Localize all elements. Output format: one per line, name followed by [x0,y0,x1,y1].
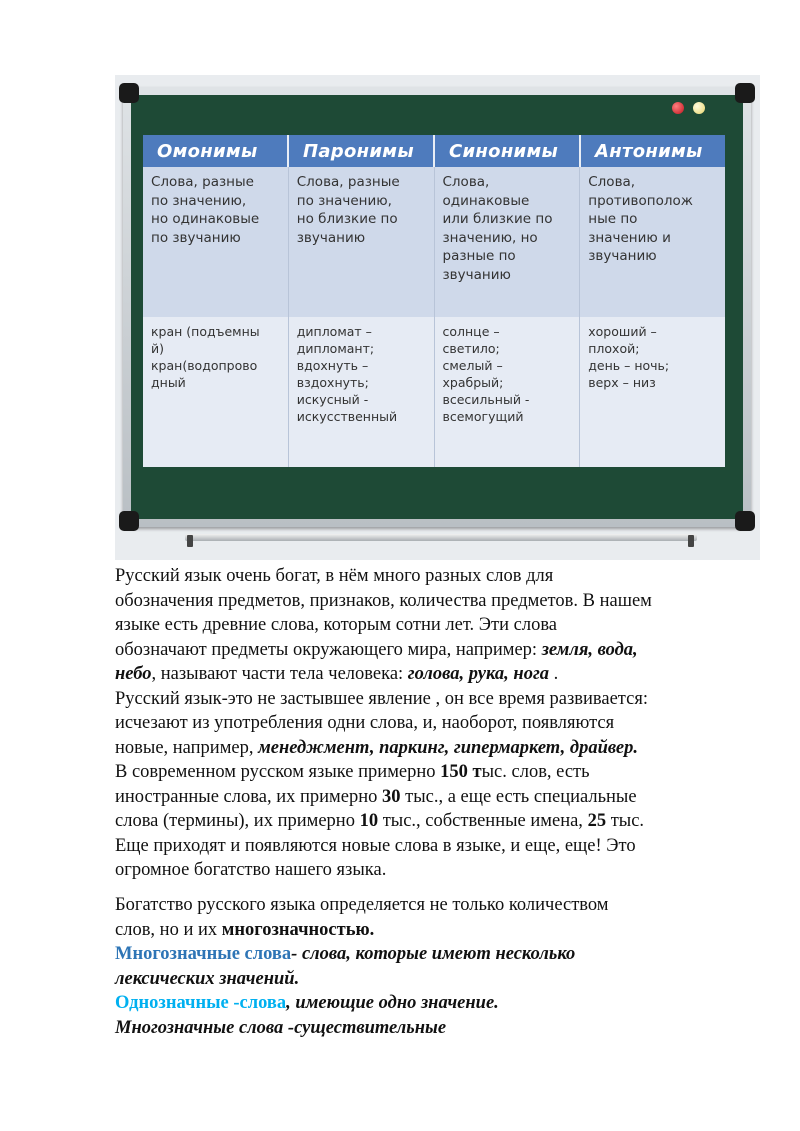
bold-number: 30 [381,786,401,807]
text-line [115,991,755,1016]
header-paronyms: Паронимы [289,135,435,167]
cell-line: смелый – [442,358,503,373]
text-line [115,687,755,712]
text-line [115,613,755,638]
cell-line: по значению, [151,192,247,209]
cell-line: одинаковые [442,192,530,209]
cell-line: Слова, [588,174,636,190]
chalkboard-image [115,75,760,560]
marker-tray [185,534,697,541]
text-run: Русский язык очень богат, в нём много разных слов для [115,566,554,586]
subheading-text: Многозначные слова -существительные [115,1017,447,1038]
intro-paragraph [115,564,755,883]
examples-synonyms [435,317,581,467]
examples-antonyms [580,317,725,467]
bold-number: 25 [587,811,607,831]
text-run: исчезают из употребления одни слова, и, наоборот, появляются [115,713,615,733]
cell-line: Слова, [442,174,490,190]
text-line [115,942,755,967]
cell-line: вдохнуть – [296,358,369,373]
frame-corner [735,83,755,103]
emphasis-text: голова, рука, нога [407,664,550,684]
text-run: обозначают предметы окружающего мира, например: [115,639,542,660]
text-run: языке есть древние слова, которым сотни лет. Эти слова [115,615,558,635]
cell-line: дипломант; [296,341,375,356]
text-run: тыс. [606,811,645,831]
word-types-table [143,135,725,467]
cell-line: противополож [588,192,693,209]
text-line [115,809,755,834]
text-run: обозначения предметов, признаков, количества предметов. В нашем [115,590,652,611]
red-magnet [672,102,684,114]
cell-line: дипломат – [296,324,372,339]
cell-line: всесильный - [442,392,530,407]
cell-line: искусственный [296,409,398,424]
definition-text: лексических значений. [115,968,300,989]
text-line [115,785,755,810]
tray-end [688,535,694,547]
text-run: Русский язык-это не застывшее явление , он все время развивается: [115,688,648,709]
text-line [115,662,755,687]
cell-line: значению и [588,229,671,246]
cell-line: дный [151,375,186,390]
polysemy-paragraph [115,893,755,1040]
text-run: , называют части тела человека: [151,664,408,684]
frame-corner [735,511,755,531]
cell-line: всемогущий [442,409,524,424]
text-run: тыс., собственные имена, [378,811,588,831]
text-line [115,918,755,943]
text-run: Еще приходят и появляются новые слова в языке, и еще, еще! Это [115,835,636,856]
cell-line: день – ночь; [588,358,670,373]
bold-term: многозначностью. [221,919,375,940]
header-homonyms: Омонимы [143,135,289,167]
text-line [115,834,755,859]
text-line [115,967,755,992]
cell-line: разные по [442,248,516,264]
text-line [115,736,755,761]
emphasis-text: менеджмент, паркинг, гипермаркет, драйвер. [258,737,638,758]
text-run: В современном русском языке примерно [115,762,441,782]
examples-row [143,317,725,467]
examples-homonyms [143,317,289,467]
cell-line: звучанию [296,229,366,246]
cell-line: звучанию [442,266,511,283]
term-monosemous: Однозначные -слова [115,993,287,1013]
cell-line: значению, но [442,229,538,246]
cell-line: кран(водопрово [151,358,258,373]
cell-line: плохой; [588,341,640,356]
tray-end [187,535,193,547]
cell-line: кран (подъемны [151,324,260,339]
text-run: слова (термины), их примерно [115,811,360,831]
cell-line: искусный - [296,392,369,407]
text-line [115,711,755,736]
cell-line: но одинаковые [151,211,260,227]
header-antonyms: Антонимы [581,135,725,167]
cell-line: по значению, [296,192,392,209]
definition-text: , имеющие одно значение. [286,993,499,1013]
text-line [115,1016,755,1041]
definitions-row [143,167,725,317]
definition-paronyms [289,167,435,317]
text-line [115,564,755,589]
text-run: . [549,664,559,684]
bold-number: 10 [359,811,379,831]
definition-synonyms [435,167,581,317]
yellow-magnet [693,102,705,114]
header-synonyms: Синонимы [435,135,581,167]
text-run: ыс. слов, есть [481,762,590,782]
cell-line: светило; [442,341,500,356]
cell-line: храбрый; [442,375,504,390]
text-line [115,638,755,663]
cell-line: ные по [588,211,638,227]
cell-line: или близкие по [442,211,553,227]
text-run: новые, например, [115,737,259,758]
text-run: тыс., а еще есть специальные [400,786,637,807]
table-header-row [143,135,725,167]
bold-number: 150 т [440,762,482,782]
cell-line: солнце – [442,324,500,339]
text-run: слов, но и их [115,919,222,940]
cell-line: Слова, разные [296,174,400,190]
cell-line: звучанию [588,248,657,264]
text-line [115,760,755,785]
cell-line: но близкие по [296,211,398,227]
cell-line: Слова, разные [151,174,254,190]
emphasis-text: земля, вода, [541,639,638,660]
emphasis-text: небо [115,664,152,684]
text-run: Богатство русского языка определяется не только количеством [115,895,609,915]
term-polysemous: Многозначные слова [115,944,292,964]
definition-homonyms [143,167,289,317]
text-line [115,589,755,614]
cell-line: верх – низ [588,375,656,390]
examples-paronyms [289,317,435,467]
frame-corner [119,83,139,103]
text-run: иностранные слова, их примерно [115,786,382,807]
cell-line: хороший – [588,324,657,339]
text-line [115,858,755,883]
definition-antonyms [580,167,725,317]
cell-line: по звучанию [151,229,241,246]
text-line [115,893,755,918]
frame-corner [119,511,139,531]
text-run: огромное богатство нашего языка. [115,860,387,880]
cell-line: вздохнуть; [296,375,369,390]
cell-line: й) [151,341,165,356]
definition-text: - слова, которые имеют несколько [291,944,576,964]
